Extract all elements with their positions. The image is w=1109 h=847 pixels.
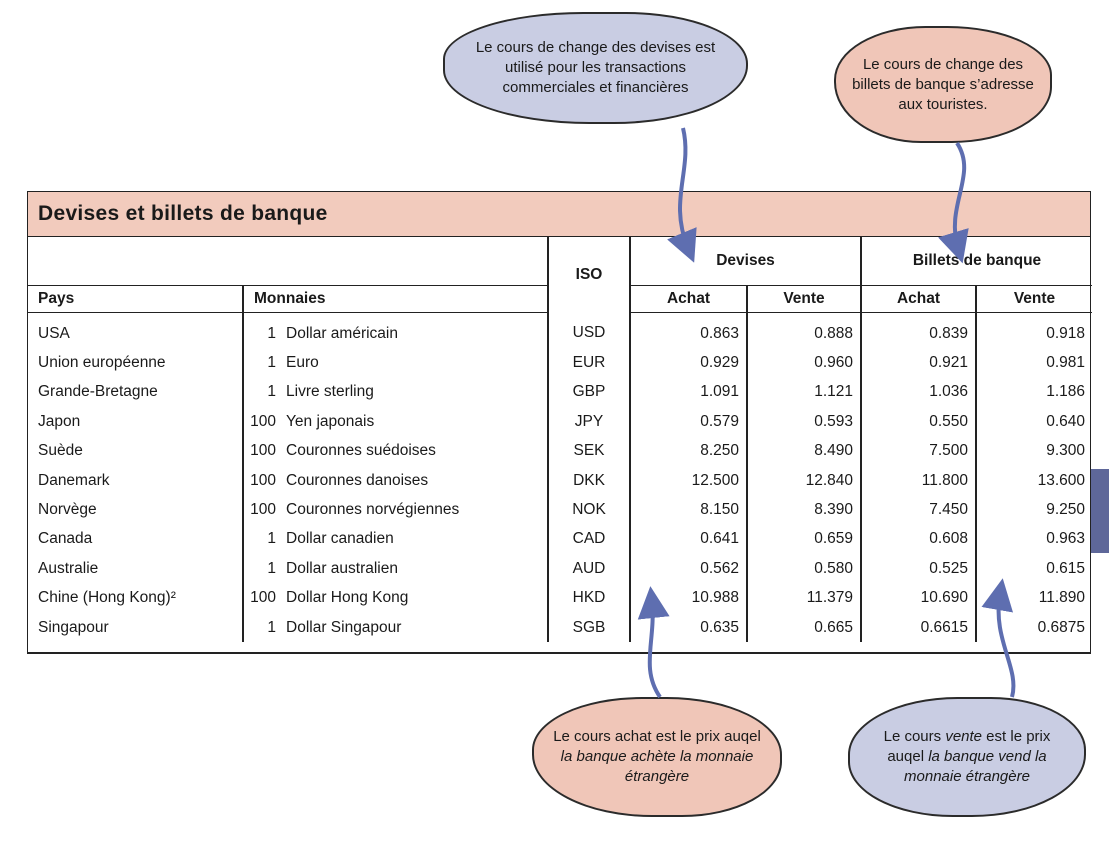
cell-billets-vente: 11.890	[976, 584, 1092, 613]
cell-devises-vente: 1.121	[747, 378, 861, 407]
cell-billets-achat: 0.550	[861, 407, 976, 436]
cell-monnaie-name: Dollar Singapour	[286, 618, 402, 636]
cell-qty: 100	[250, 589, 276, 607]
callout-billets-text: Le cours de change des billets de banque s’adresse aux touristes.	[852, 55, 1034, 113]
cell-monnaie-name: Couronnes norvégiennes	[286, 501, 460, 519]
cell-qty: 1	[267, 354, 276, 372]
cell-billets-vente: 0.963	[976, 525, 1092, 554]
table-title: Devises et billets de banque	[28, 192, 1090, 237]
cell-qty: 1	[267, 530, 276, 548]
cell-billets-achat: 7.500	[861, 437, 976, 466]
cell-qty: 100	[250, 501, 276, 519]
cell-billets-vente: 9.250	[976, 495, 1092, 524]
cell-iso: CAD	[548, 525, 630, 554]
cell-pays: Union européenne	[38, 354, 166, 372]
cell-devises-achat: 10.988	[630, 584, 747, 613]
cell-pays: Grande-Bretagne	[38, 383, 158, 401]
cell-qty: 100	[250, 412, 276, 430]
cell-devises-vente: 0.659	[747, 525, 861, 554]
cell-devises-vente: 8.390	[747, 495, 861, 524]
cell-billets-achat: 0.525	[861, 554, 976, 583]
cell-devises-achat: 0.929	[630, 348, 747, 377]
cell-devises-achat: 12.500	[630, 466, 747, 495]
header-devises: Devises	[630, 237, 861, 286]
callout-devises-text: Le cours de change des devises est utilisé pour les transactions commerciales et financières	[475, 39, 716, 96]
cell-iso: SEK	[548, 437, 630, 466]
cell-devises-achat: 0.579	[630, 407, 747, 436]
cell-monnaie-name: Livre sterling	[286, 383, 374, 401]
cell-billets-achat: 0.6615	[861, 613, 976, 642]
header-pays: Pays	[28, 286, 243, 313]
cell-qty: 100	[250, 442, 276, 460]
header-devises-vente: Vente	[747, 286, 861, 313]
cell-devises-vente: 11.379	[747, 584, 861, 613]
cell-qty: 1	[267, 383, 276, 401]
cell-iso: USD	[548, 313, 630, 349]
cell-pays: Chine (Hong Kong)²	[38, 589, 176, 607]
cell-qty: 100	[250, 471, 276, 489]
cell-iso: HKD	[548, 584, 630, 613]
cell-devises-achat: 0.562	[630, 554, 747, 583]
cell-monnaie-name: Dollar Hong Kong	[286, 589, 409, 607]
cell-qty: 1	[267, 618, 276, 636]
cell-iso: JPY	[548, 407, 630, 436]
cell-billets-vente: 9.300	[976, 437, 1092, 466]
cell-monnaie-name: Couronnes suédoises	[286, 442, 436, 460]
cell-pays: Japon	[38, 412, 81, 430]
cell-qty: 1	[267, 324, 276, 342]
cell-iso: AUD	[548, 554, 630, 583]
header-devises-achat: Achat	[630, 286, 747, 313]
arrow-vente	[999, 594, 1014, 697]
cell-devises-achat: 8.150	[630, 495, 747, 524]
cell-iso: NOK	[548, 495, 630, 524]
cell-billets-vente: 13.600	[976, 466, 1092, 495]
cell-billets-vente: 0.615	[976, 554, 1092, 583]
cell-billets-vente: 0.640	[976, 407, 1092, 436]
arrow-achat	[650, 602, 660, 697]
cell-devises-vente: 12.840	[747, 466, 861, 495]
cell-billets-vente: 0.981	[976, 348, 1092, 377]
cell-monnaie-name: Euro	[286, 354, 319, 372]
cell-devises-vente: 0.960	[747, 348, 861, 377]
cell-billets-achat: 0.608	[861, 525, 976, 554]
header-billets-vente: Vente	[976, 286, 1092, 313]
cell-pays: Australie	[38, 559, 99, 577]
cell-devises-achat: 8.250	[630, 437, 747, 466]
cell-pays: Norvège	[38, 501, 97, 519]
cell-monnaie-name: Dollar américain	[286, 324, 398, 342]
cell-iso: GBP	[548, 378, 630, 407]
cell-qty: 1	[267, 559, 276, 577]
cell-devises-achat: 1.091	[630, 378, 747, 407]
cell-billets-achat: 1.036	[861, 378, 976, 407]
cell-iso: EUR	[548, 348, 630, 377]
cell-billets-vente: 0.918	[976, 313, 1092, 349]
cell-billets-achat: 10.690	[861, 584, 976, 613]
cell-billets-achat: 11.800	[861, 466, 976, 495]
cell-pays: Canada	[38, 530, 93, 548]
cell-pays: USA	[38, 324, 70, 342]
header-iso: ISO	[548, 237, 630, 313]
cell-devises-vente: 8.490	[747, 437, 861, 466]
cell-devises-achat: 0.863	[630, 313, 747, 349]
cell-pays: Singapour	[38, 618, 109, 636]
callout-vente-text: Le cours vente est le prix auqel la banque vend la monnaie étrangère	[883, 728, 1051, 785]
cell-billets-achat: 0.921	[861, 348, 976, 377]
arrow-billets	[955, 143, 964, 248]
header-monnaies: Monnaies	[243, 286, 548, 313]
cell-monnaie-name: Yen japonais	[286, 412, 375, 430]
cell-billets-achat: 7.450	[861, 495, 976, 524]
cell-pays: Danemark	[38, 471, 110, 489]
cell-iso: DKK	[548, 466, 630, 495]
cell-devises-achat: 0.641	[630, 525, 747, 554]
cell-devises-achat: 0.635	[630, 613, 747, 642]
cell-monnaie-name: Dollar canadien	[286, 530, 394, 548]
header-billets: Billets de banque	[861, 237, 1092, 286]
cell-billets-vente: 1.186	[976, 378, 1092, 407]
cell-pays: Suède	[38, 442, 83, 460]
cell-devises-vente: 0.580	[747, 554, 861, 583]
cell-devises-vente: 0.665	[747, 613, 861, 642]
cell-monnaie-name: Dollar australien	[286, 559, 398, 577]
arrow-devises	[680, 128, 688, 248]
callout-achat-text: Le cours achat est le prix auqel la banque achète la monnaie étrangère	[553, 728, 761, 785]
cell-devises-vente: 0.593	[747, 407, 861, 436]
header-billets-achat: Achat	[861, 286, 976, 313]
cell-iso: SGB	[548, 613, 630, 642]
cell-billets-achat: 0.839	[861, 313, 976, 349]
cell-monnaie-name: Couronnes danoises	[286, 471, 429, 489]
cell-billets-vente: 0.6875	[976, 613, 1092, 642]
cell-devises-vente: 0.888	[747, 313, 861, 349]
